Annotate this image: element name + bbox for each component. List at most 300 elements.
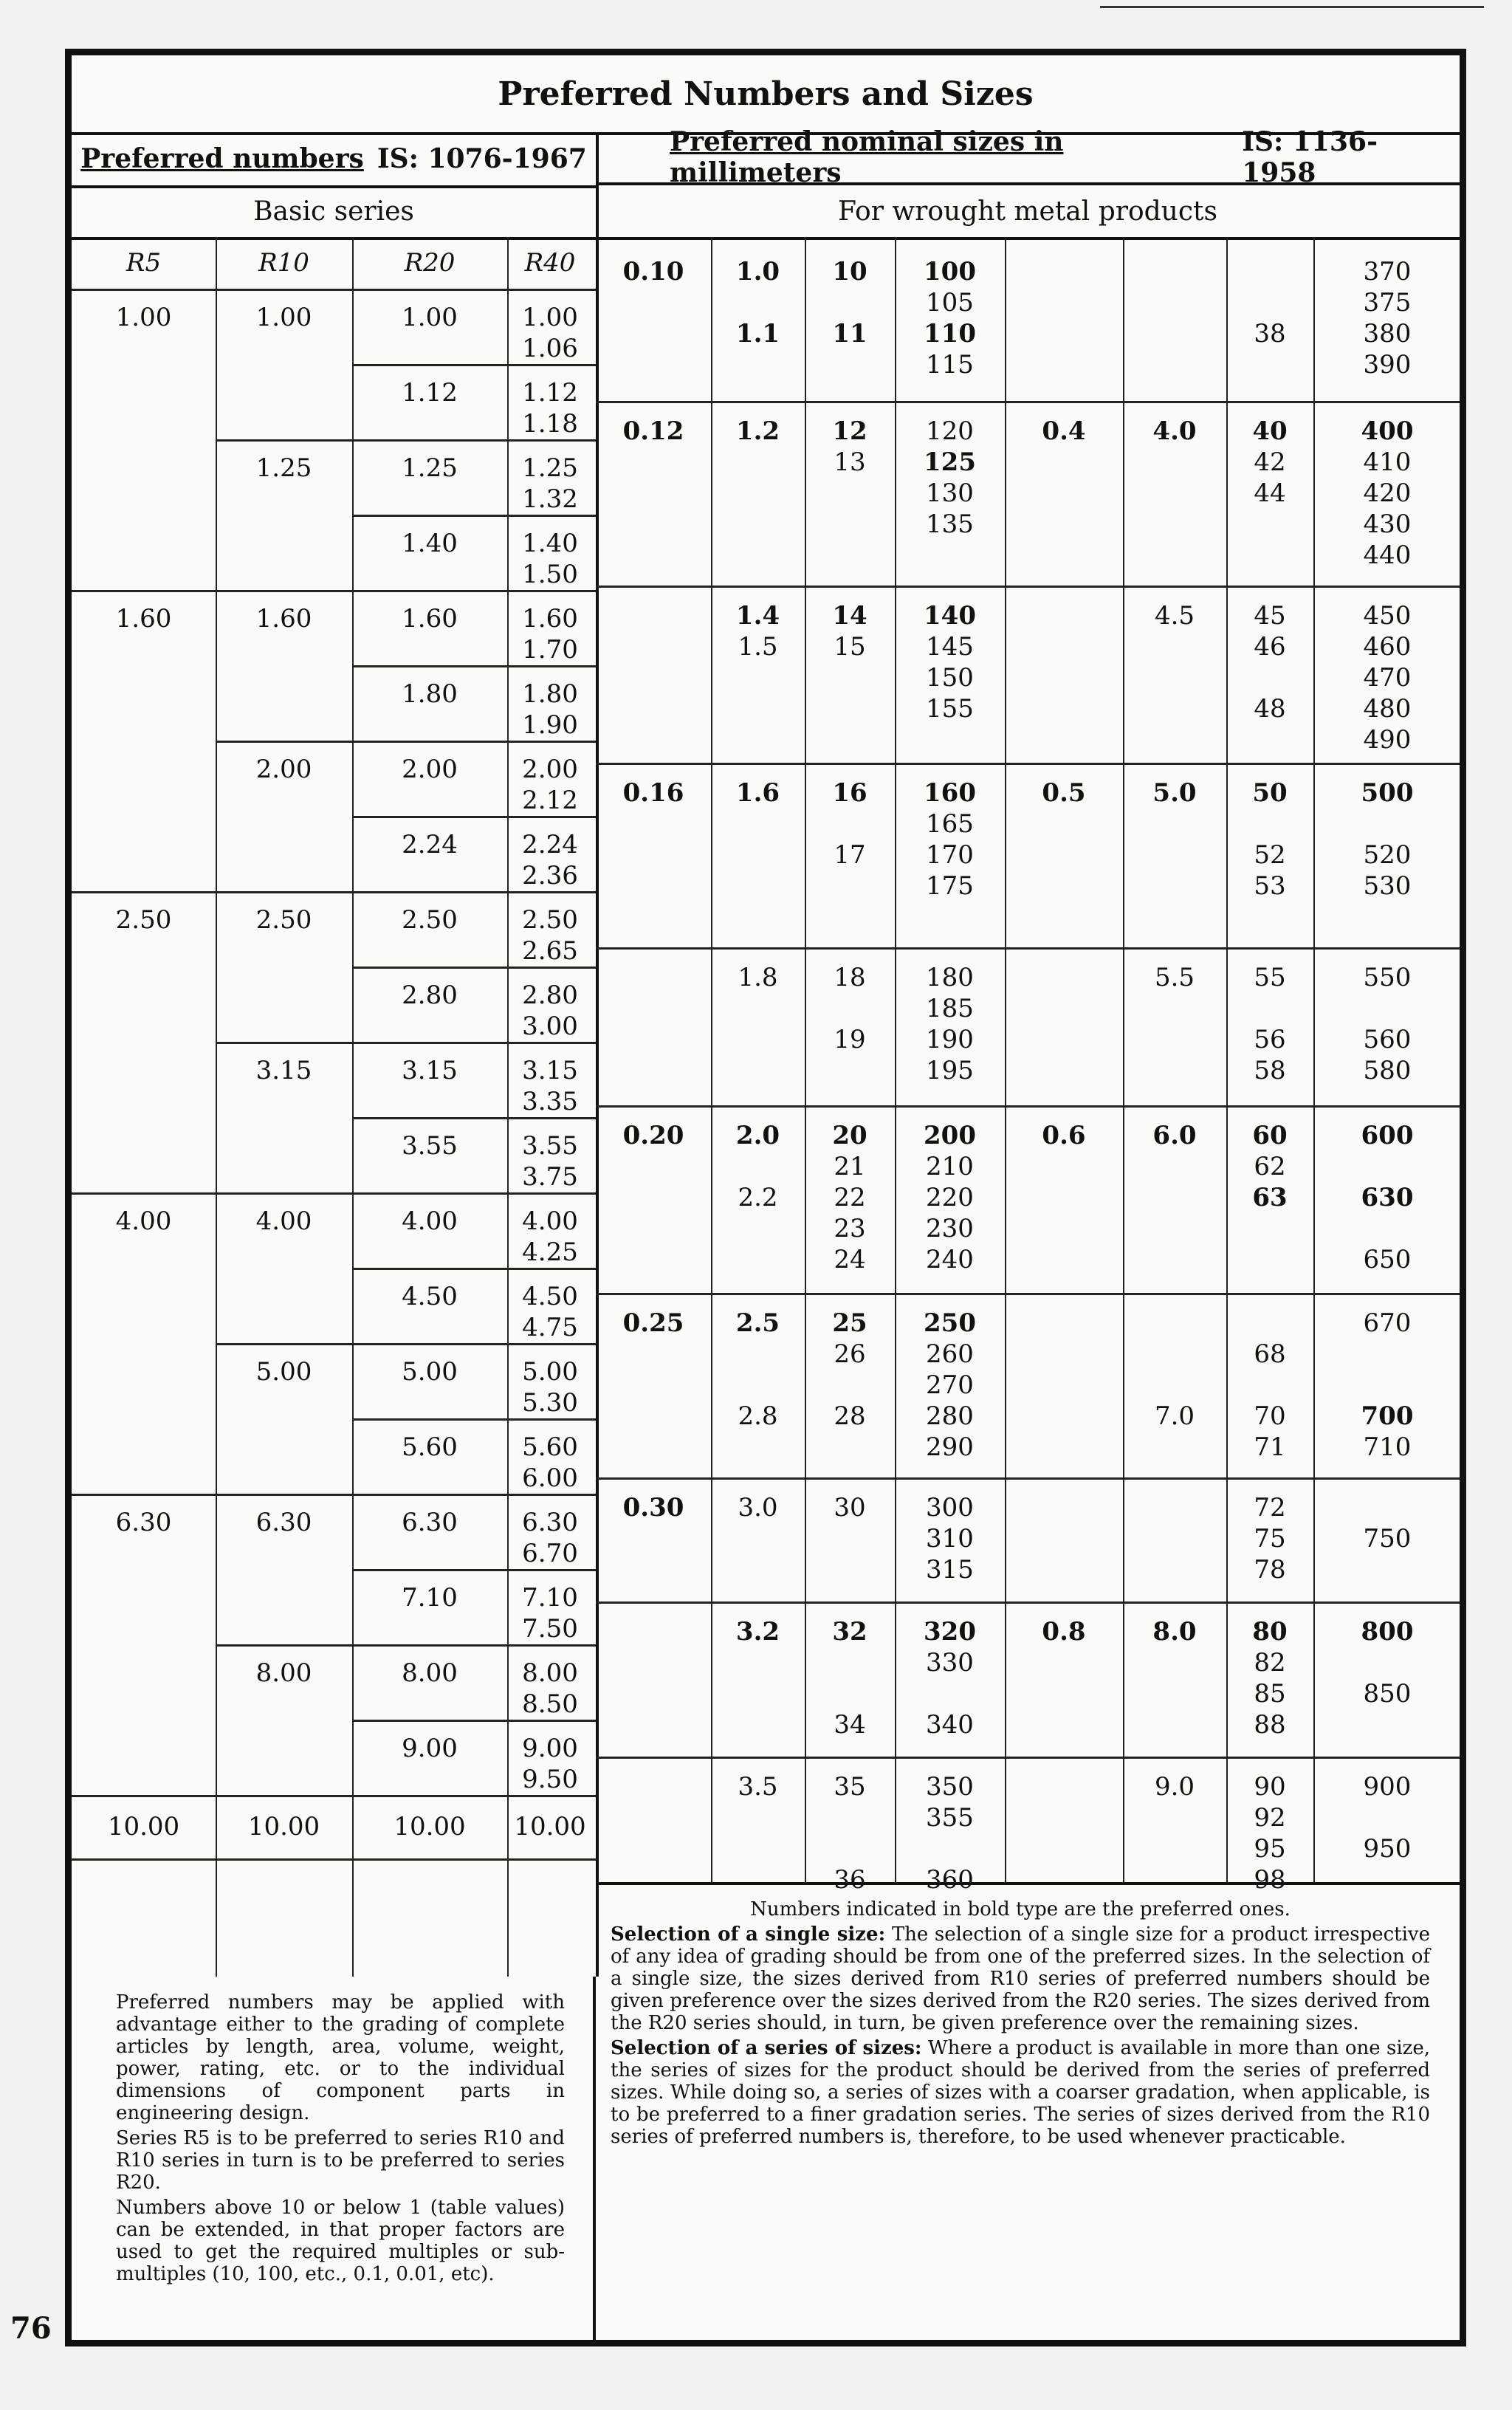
size-cell <box>1005 1120 1123 1151</box>
size-value <box>805 993 895 1024</box>
size-value: 95 <box>1254 1834 1286 1864</box>
size-value: 370 <box>1363 257 1412 286</box>
r10-value: 4.00 <box>255 1206 312 1236</box>
size-cell <box>895 1616 1005 1740</box>
size-value: 50 <box>1252 778 1288 808</box>
size-value: 48 <box>1254 694 1286 724</box>
size-value: 45 <box>1254 601 1286 631</box>
size-value <box>1313 1151 1461 1182</box>
size-value: 240 <box>926 1245 974 1274</box>
size-value: 340 <box>926 1710 974 1740</box>
size-cell <box>1313 777 1461 902</box>
r10-value: 2.50 <box>255 905 312 935</box>
preferred-numbers-notes <box>72 1977 596 2340</box>
size-cell <box>805 777 895 871</box>
size-value: 12 <box>832 416 867 446</box>
size-value: 78 <box>1254 1555 1286 1585</box>
r20-rule <box>352 364 596 366</box>
size-value: 650 <box>1363 1245 1412 1274</box>
size-cell <box>1313 1492 1461 1554</box>
size-value <box>1123 1308 1226 1339</box>
size-value: 190 <box>926 1025 974 1054</box>
r20-value: 6.30 <box>402 1508 458 1537</box>
size-cell <box>1005 416 1123 447</box>
size-cell <box>1123 1308 1226 1432</box>
size-value: 800 <box>1361 1617 1414 1647</box>
size-value: 355 <box>926 1803 974 1833</box>
r20-value: 1.12 <box>402 378 458 408</box>
single-size-title: Selection of a single size: <box>611 1923 886 1946</box>
size-value: 1.5 <box>738 632 778 662</box>
size-value <box>1005 1771 1123 1802</box>
size-value: 7.0 <box>1154 1401 1195 1431</box>
size-value: 330 <box>926 1648 974 1678</box>
size-value: 145 <box>926 632 974 662</box>
size-value: 19 <box>834 1025 866 1054</box>
size-cell <box>596 416 711 447</box>
row-group-rule <box>596 947 1460 950</box>
row-group-rule <box>596 1105 1460 1108</box>
size-value: 9.0 <box>1154 1772 1195 1802</box>
size-value: 4.0 <box>1152 416 1197 446</box>
size-cell <box>711 600 805 662</box>
size-value <box>1226 809 1313 840</box>
size-value: 125 <box>924 447 976 477</box>
size-cell <box>711 1616 805 1647</box>
size-value: 32 <box>832 1617 867 1647</box>
size-value: 100 <box>924 257 976 286</box>
row-group-rule <box>596 763 1460 765</box>
size-value: 0.10 <box>622 257 684 286</box>
size-value: 480 <box>1363 694 1412 724</box>
r20-value: 2.00 <box>402 755 458 784</box>
r10-value: 8.00 <box>255 1658 312 1688</box>
size-cell <box>1005 1308 1123 1339</box>
size-value <box>711 1370 805 1401</box>
size-value <box>1226 993 1313 1024</box>
size-value: 1.2 <box>735 416 780 446</box>
size-cell <box>1313 1616 1461 1709</box>
size-value: 1.0 <box>735 257 780 286</box>
size-value: 460 <box>1363 632 1412 662</box>
size-value <box>1313 993 1461 1024</box>
size-value: 56 <box>1254 1025 1286 1054</box>
r40-value: 2.00 2.12 <box>522 755 578 815</box>
r20-rule <box>352 1720 596 1722</box>
size-value: 98 <box>1254 1865 1286 1895</box>
size-value: 850 <box>1363 1679 1412 1709</box>
size-value: 380 <box>1363 319 1412 349</box>
r10-rule <box>216 741 596 743</box>
size-value: 8.0 <box>1152 1617 1197 1647</box>
wrought-metal-subheader: For wrought metal products <box>596 185 1460 240</box>
size-value: 300 <box>926 1493 974 1522</box>
r10-rule <box>216 439 596 442</box>
series-final-value: 10.00 <box>247 1812 320 1841</box>
r10-value: 1.25 <box>255 453 312 483</box>
size-cell <box>1005 1771 1123 1802</box>
size-value <box>1123 1492 1226 1523</box>
size-cell <box>1005 962 1123 993</box>
size-value <box>596 962 711 993</box>
size-value <box>711 1151 805 1182</box>
size-cell <box>1123 1120 1226 1151</box>
size-value: 520 <box>1363 840 1412 870</box>
size-value: 52 <box>1254 840 1286 870</box>
size-value: 1.8 <box>738 963 778 992</box>
size-value <box>1005 962 1123 993</box>
size-cell <box>711 1492 805 1523</box>
series-final-value: 10.00 <box>514 1812 586 1841</box>
size-value: 13 <box>834 447 866 477</box>
size-value: 60 <box>1252 1121 1288 1150</box>
size-value: 550 <box>1363 963 1412 992</box>
size-value: 53 <box>1254 871 1286 901</box>
size-value: 160 <box>924 778 976 808</box>
size-value <box>1226 662 1313 693</box>
size-cell <box>1226 1771 1313 1895</box>
size-value: 220 <box>926 1183 974 1212</box>
r20-rule <box>352 665 596 667</box>
size-cell <box>1226 416 1313 509</box>
size-value: 175 <box>926 871 974 901</box>
size-value: 63 <box>1252 1183 1288 1212</box>
r40-value: 7.10 7.50 <box>522 1583 578 1644</box>
size-value <box>895 1833 1005 1864</box>
size-value: 120 <box>926 416 974 446</box>
size-value: 44 <box>1254 478 1286 508</box>
r40-value: 3.55 3.75 <box>522 1131 578 1192</box>
size-value: 42 <box>1254 447 1286 477</box>
single-size-note <box>611 1923 1430 2034</box>
size-cell <box>1123 600 1226 631</box>
r40-value: 2.50 2.65 <box>522 905 578 966</box>
size-value: 15 <box>834 632 866 662</box>
size-cell <box>1313 600 1461 755</box>
size-value: 560 <box>1363 1025 1412 1054</box>
size-value: 375 <box>1363 288 1412 317</box>
size-value: 2.8 <box>738 1401 778 1431</box>
size-cell <box>1313 1120 1461 1275</box>
r20-value: 4.50 <box>402 1282 458 1311</box>
r40-value: 6.30 6.70 <box>522 1508 578 1568</box>
size-value: 71 <box>1254 1432 1286 1462</box>
size-value: 62 <box>1254 1152 1286 1181</box>
size-cell <box>805 1308 895 1432</box>
size-value: 130 <box>926 478 974 508</box>
size-cell <box>711 1771 805 1802</box>
size-cell <box>805 1616 895 1740</box>
size-value <box>1226 1308 1313 1339</box>
r40-value: 1.40 1.50 <box>522 529 578 589</box>
size-cell <box>711 962 805 993</box>
size-cell <box>711 1308 805 1432</box>
size-value: 18 <box>834 963 866 992</box>
r20-value: 1.80 <box>402 679 458 709</box>
preferred-numbers-standard: IS: 1076-1967 <box>377 143 587 174</box>
selection-notes <box>596 1882 1460 2340</box>
series-header-r20: R20 <box>404 248 456 278</box>
size-cell <box>596 777 711 809</box>
size-value: 58 <box>1254 1056 1286 1085</box>
size-value: 5.5 <box>1154 963 1195 992</box>
size-value <box>895 1678 1005 1709</box>
r20-value: 1.00 <box>402 303 458 332</box>
size-value <box>596 662 711 693</box>
header-rule <box>72 289 596 291</box>
size-value: 92 <box>1254 1803 1286 1833</box>
size-value: 260 <box>926 1339 974 1369</box>
row-group-rule <box>596 401 1460 403</box>
group-rule <box>72 1795 596 1797</box>
size-value: 115 <box>926 350 974 380</box>
series-header-r10: R10 <box>258 248 309 278</box>
r40-value: 2.24 2.36 <box>522 830 578 890</box>
r10-value: 1.60 <box>255 604 312 634</box>
group-rule <box>72 891 596 893</box>
r40-value: 1.12 1.18 <box>522 378 578 439</box>
group-rule <box>72 590 596 592</box>
size-value: 105 <box>926 288 974 317</box>
size-value: 1.1 <box>735 319 780 349</box>
size-value: 670 <box>1363 1308 1412 1338</box>
r5-value: 1.60 <box>115 604 172 634</box>
r10-rule <box>216 1042 596 1044</box>
size-value: 150 <box>926 663 974 693</box>
size-value: 700 <box>1361 1401 1414 1431</box>
size-cell <box>805 600 895 662</box>
size-cell <box>895 256 1005 380</box>
preferred-numbers-header <box>72 132 599 188</box>
r20-rule <box>352 1117 596 1119</box>
size-value <box>1313 1647 1461 1678</box>
size-value <box>596 1616 711 1647</box>
size-cell <box>1226 600 1313 724</box>
size-value <box>1226 256 1313 287</box>
size-value: 0.12 <box>622 416 684 446</box>
size-value <box>711 1339 805 1370</box>
size-value: 0.20 <box>622 1121 684 1150</box>
size-value: 350 <box>926 1772 974 1802</box>
size-cell <box>596 600 711 693</box>
size-cell <box>805 962 895 1055</box>
size-cell <box>1313 962 1461 1086</box>
size-cell <box>596 1771 711 1802</box>
size-value: 1.6 <box>735 778 780 808</box>
size-value: 82 <box>1254 1648 1286 1678</box>
column-divider <box>352 237 354 1977</box>
size-cell <box>596 1616 711 1647</box>
size-value: 250 <box>924 1308 976 1338</box>
size-cell <box>1313 416 1461 571</box>
r40-value: 8.00 8.50 <box>522 1658 578 1719</box>
size-cell <box>1226 962 1313 1086</box>
size-value: 3.2 <box>735 1617 780 1647</box>
size-value: 710 <box>1363 1432 1412 1462</box>
size-value: 430 <box>1363 509 1412 539</box>
size-cell <box>895 1771 1005 1895</box>
size-cell <box>895 962 1005 1086</box>
size-value <box>1313 1339 1461 1370</box>
basic-series-subheader: Basic series <box>72 185 599 240</box>
size-cell <box>1123 962 1226 993</box>
size-value: 490 <box>1363 725 1412 755</box>
size-value: 390 <box>1363 350 1412 380</box>
size-cell <box>1226 1120 1313 1213</box>
size-value: 185 <box>926 994 974 1023</box>
size-value: 440 <box>1363 540 1412 570</box>
size-value: 200 <box>924 1121 976 1150</box>
size-value: 16 <box>832 778 867 808</box>
size-cell <box>1005 256 1123 287</box>
r20-value: 1.60 <box>402 604 458 634</box>
size-cell <box>1123 416 1226 447</box>
r5-value: 1.00 <box>115 303 172 332</box>
r40-value: 9.00 9.50 <box>522 1734 578 1794</box>
size-value: 290 <box>926 1432 974 1462</box>
r10-value: 1.00 <box>255 303 312 332</box>
size-value: 0.8 <box>1042 1617 1086 1647</box>
r40-value: 1.80 1.90 <box>522 679 578 740</box>
top-rule <box>1100 6 1484 8</box>
size-value <box>805 1678 895 1709</box>
r40-value: 5.60 6.00 <box>522 1432 578 1493</box>
size-cell <box>895 777 1005 902</box>
size-cell <box>711 256 805 349</box>
series-sizes-note <box>611 2037 1430 2148</box>
series-final-value: 10.00 <box>394 1812 466 1841</box>
size-value <box>1313 1802 1461 1833</box>
size-cell <box>711 416 805 447</box>
size-value: 21 <box>834 1152 866 1181</box>
size-value: 280 <box>926 1401 974 1431</box>
size-value: 24 <box>834 1245 866 1274</box>
size-value <box>1005 600 1123 631</box>
size-cell <box>596 256 711 287</box>
size-cell <box>805 1492 895 1523</box>
size-value <box>1226 1370 1313 1401</box>
size-value: 420 <box>1363 478 1412 508</box>
size-cell <box>1005 1616 1123 1647</box>
r20-value: 3.15 <box>402 1056 458 1085</box>
size-cell <box>596 1492 711 1523</box>
size-value: 25 <box>832 1308 867 1338</box>
size-value: 80 <box>1252 1617 1288 1647</box>
size-value: 55 <box>1254 963 1286 992</box>
size-value: 90 <box>1254 1772 1286 1802</box>
row-group-rule <box>596 1293 1460 1295</box>
r20-value: 1.25 <box>402 453 458 483</box>
size-value: 180 <box>926 963 974 992</box>
size-value <box>596 600 711 631</box>
size-cell <box>895 416 1005 540</box>
r20-value: 2.50 <box>402 905 458 935</box>
size-cell <box>596 1120 711 1151</box>
r20-value: 8.00 <box>402 1658 458 1688</box>
r5-value: 2.50 <box>115 905 172 935</box>
r10-value: 5.00 <box>255 1357 312 1387</box>
size-cell <box>1005 600 1123 631</box>
size-cell <box>1226 777 1313 902</box>
size-value: 85 <box>1254 1679 1286 1709</box>
size-value: 140 <box>924 601 976 631</box>
size-value: 68 <box>1254 1339 1286 1369</box>
size-value: 14 <box>832 601 867 631</box>
r20-rule <box>352 967 596 969</box>
size-value: 88 <box>1254 1710 1286 1740</box>
size-cell <box>1226 256 1313 349</box>
r20-value: 5.00 <box>402 1357 458 1387</box>
series-header-r5: R5 <box>126 248 162 278</box>
size-value: 580 <box>1363 1056 1412 1085</box>
size-value: 17 <box>834 840 866 870</box>
note-paragraph: Numbers above 10 or below 1 (table values) can be extended, in that proper factors are used to get the required multiples or sub-multiples (10, 100, etc., 0.1, 0.01, etc). <box>116 2197 565 2285</box>
size-cell <box>1005 777 1123 809</box>
nominal-sizes-header <box>596 126 1460 188</box>
size-cell <box>1226 1308 1313 1463</box>
nominal-sizes-label: Preferred nominal sizes in millimeters <box>670 126 1064 188</box>
size-value: 470 <box>1363 663 1412 693</box>
single-size-text: The selection of a single size for a product irrespective of any idea of grading should be from one of the preferred sizes. In the selection of a single size, the sizes derived from R10 series of preferred numbers should be given preference over the sizes derived from the R20 series. The sizes derived from the R20 series should, in turn, be given preference over the remaining sizes. <box>611 1923 1431 2034</box>
page-title: Preferred Numbers and Sizes <box>72 55 1460 135</box>
r40-value: 1.25 1.32 <box>522 453 578 514</box>
nominal-sizes-standard: IS: 1136-1958 <box>1242 126 1378 188</box>
size-value: 6.0 <box>1152 1121 1197 1150</box>
size-value: 10 <box>832 257 867 286</box>
size-value: 40 <box>1252 416 1288 446</box>
size-value: 3.0 <box>738 1493 778 1522</box>
size-value <box>711 287 805 318</box>
size-cell <box>805 416 895 478</box>
size-cell <box>596 1308 711 1339</box>
r20-rule <box>352 515 596 517</box>
size-value: 170 <box>926 840 974 870</box>
size-value <box>1005 1492 1123 1523</box>
size-value: 2.0 <box>735 1121 780 1150</box>
size-cell <box>1005 1492 1123 1523</box>
size-cell <box>1123 1616 1226 1647</box>
basic-series-table <box>72 237 599 1977</box>
size-value: 270 <box>926 1370 974 1400</box>
size-value <box>1313 1213 1461 1244</box>
size-cell <box>596 962 711 993</box>
size-cell <box>711 777 805 809</box>
size-value: 320 <box>924 1617 976 1647</box>
size-cell <box>1313 256 1461 380</box>
size-value <box>1313 809 1461 840</box>
size-value: 0.5 <box>1042 778 1086 808</box>
size-value: 400 <box>1361 416 1414 446</box>
size-cell <box>805 256 895 349</box>
r20-value: 7.10 <box>402 1583 458 1613</box>
size-value: 155 <box>926 694 974 724</box>
size-value <box>805 809 895 840</box>
r20-value: 2.24 <box>402 830 458 859</box>
size-value: 110 <box>924 319 976 349</box>
size-cell <box>1313 1308 1461 1463</box>
note-paragraph: Preferred numbers may be applied with advantage either to the grading of complete articles by length, area, volume, weight, power, rating, etc. or to the individual dimensions of component parts in engineering design. <box>116 1991 565 2124</box>
column-divider <box>216 237 217 1977</box>
size-value: 0.30 <box>622 1493 684 1522</box>
row-group-rule <box>596 1477 1460 1480</box>
size-value <box>805 287 895 318</box>
size-value: 20 <box>832 1121 867 1150</box>
size-value: 230 <box>926 1214 974 1243</box>
size-cell <box>895 1308 1005 1463</box>
group-rule <box>72 1494 596 1496</box>
r40-value: 2.80 3.00 <box>522 981 578 1041</box>
size-value: 360 <box>926 1865 974 1895</box>
